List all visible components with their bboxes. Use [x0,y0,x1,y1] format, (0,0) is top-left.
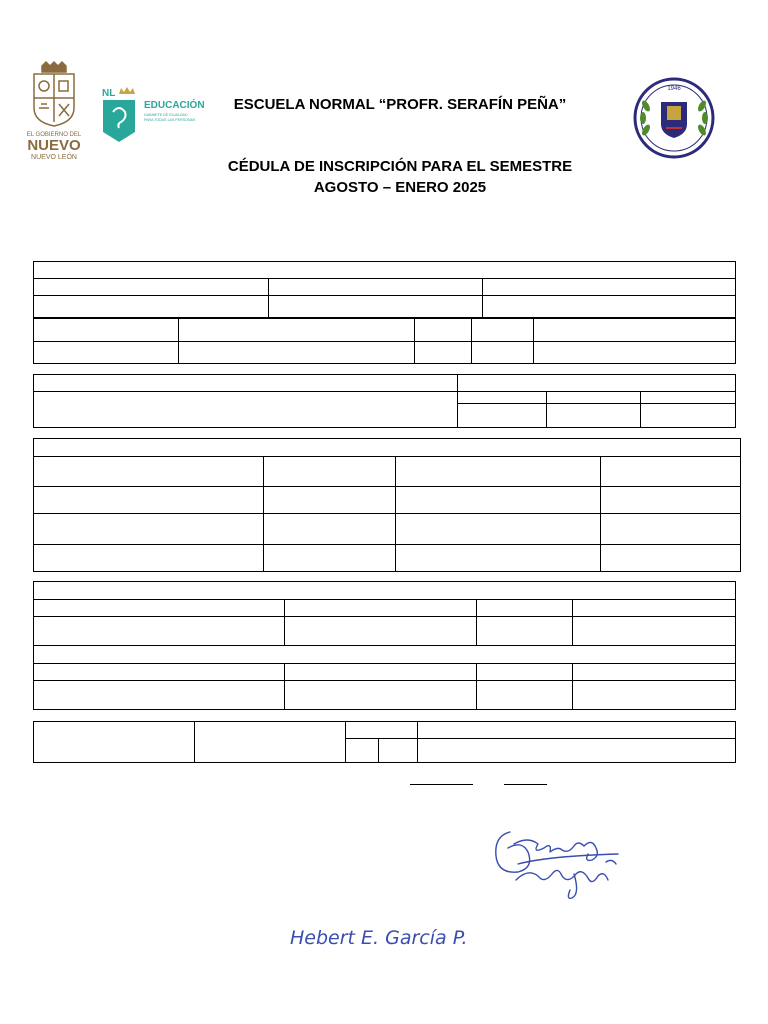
input-cell[interactable] [34,617,285,646]
label-cell [34,279,269,296]
education-logo [100,84,212,144]
contacts-subheader [34,646,736,664]
form-title-line-1: CÉDULA DE INSCRIPCIÓN PARA EL SEMESTRE [227,158,573,175]
input-cell[interactable] [34,342,179,364]
contacts-header [34,582,736,600]
school-name: ESCUELA NORMAL “PROFR. SERAFÍN PEÑA” [233,96,567,113]
input-cell[interactable] [346,739,379,763]
label-cell [34,600,285,617]
label-cell [269,279,483,296]
input-cell[interactable] [34,681,285,710]
input-cell[interactable] [472,342,534,364]
input-cell[interactable] [601,545,741,572]
student-data-header [34,262,736,279]
input-cell[interactable] [34,722,195,763]
input-cell[interactable] [179,342,415,364]
nl-brand: NL [102,88,116,99]
input-cell[interactable] [547,404,641,428]
label-cell [34,457,264,487]
signature-line [504,784,547,785]
label-cell [458,392,547,404]
gov-logo-line-1: EL GOBIERNO DEL [26,132,82,138]
input-cell[interactable] [601,514,741,545]
input-cell[interactable] [573,617,736,646]
handwritten-signature [488,818,628,904]
label-cell [601,457,741,487]
label-cell [573,600,736,617]
input-cell[interactable] [396,545,601,572]
label-cell [641,392,736,404]
input-cell[interactable] [477,681,573,710]
student-data-table [33,261,736,318]
student-details-table [33,318,736,364]
history-table [33,438,741,572]
label-cell [458,375,736,392]
input-cell[interactable] [573,681,736,710]
label-cell [477,600,573,617]
form-title-line-2: AGOSTO – ENERO 2025 [313,179,487,196]
input-cell[interactable] [601,487,741,514]
government-logo [14,60,94,160]
input-cell[interactable] [483,296,736,318]
input-cell[interactable] [415,342,472,364]
label-cell [483,279,736,296]
input-cell[interactable] [195,722,346,763]
input-cell[interactable] [34,487,264,514]
final-table [33,721,736,763]
input-cell[interactable] [264,487,396,514]
signature-line [410,784,473,785]
gov-logo-line-3: NUEVO LEÓN [31,154,77,160]
education-tagline-2: PARA TODAS LAS PERSONAS [144,118,196,122]
label-cell [573,664,736,681]
form-title [150,156,650,198]
label-cell [534,319,736,342]
handwritten-name [288,922,488,952]
label-cell [34,375,458,392]
input-cell[interactable] [379,739,418,763]
input-cell[interactable] [34,545,264,572]
label-cell [34,319,179,342]
input-cell[interactable] [34,296,269,318]
history-header [34,439,741,457]
program-table [33,374,736,428]
gov-logo-line-2: NUEVO [27,137,81,154]
label-cell [547,392,641,404]
input-cell[interactable] [34,514,264,545]
input-cell[interactable] [264,514,396,545]
input-cell[interactable] [264,545,396,572]
handwritten-name-text: Hebert E. García P. [290,927,468,949]
label-cell [34,664,285,681]
label-cell [285,600,477,617]
input-cell[interactable] [396,487,601,514]
input-cell[interactable] [534,342,736,364]
input-cell[interactable] [396,514,601,545]
label-cell [285,664,477,681]
label-cell [264,457,396,487]
education-tagline-1: GABINETE DE IGUALDAD [144,113,188,117]
label-cell [396,457,601,487]
label-cell [346,722,418,739]
input-cell[interactable] [477,617,573,646]
label-cell [477,664,573,681]
input-cell[interactable] [641,404,736,428]
input-cell[interactable] [285,617,477,646]
input-cell[interactable] [458,404,547,428]
label-cell [179,319,415,342]
input-cell[interactable] [269,296,483,318]
education-title: EDUCACIÓN [144,100,205,111]
contacts-table [33,581,736,710]
label-cell [415,319,472,342]
label-cell [418,722,736,739]
label-cell [472,319,534,342]
input-cell[interactable] [285,681,477,710]
input-cell[interactable] [418,739,736,763]
seal-year: 1946 [667,86,681,92]
school-seal [633,76,715,160]
input-cell[interactable] [34,392,458,428]
